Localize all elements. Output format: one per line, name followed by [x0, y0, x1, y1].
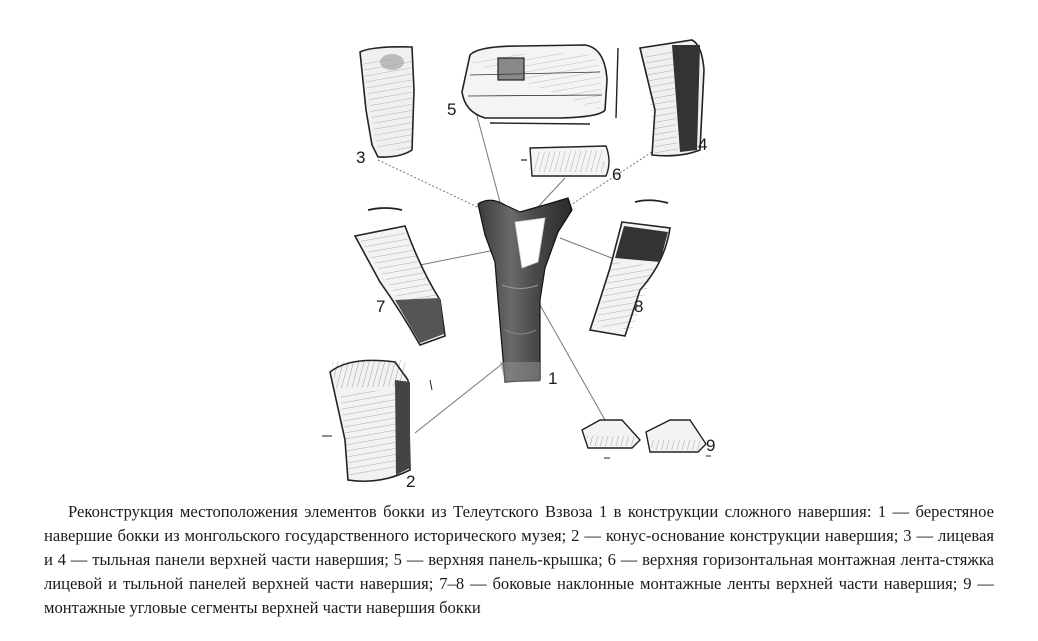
label-3: 3	[356, 148, 366, 167]
label-9: 9	[706, 436, 716, 455]
label-7: 7	[376, 297, 386, 316]
label-6: 6	[612, 165, 622, 184]
top-cap-panel-item-5	[462, 45, 618, 124]
back-panel-item-4	[640, 40, 704, 156]
corner-segments-item-9	[582, 420, 711, 458]
label-2: 2	[406, 472, 416, 491]
left-inclined-band-item-7	[355, 208, 445, 345]
figure-caption: Реконструкция местоположения элементов бокки из Телеутского Взвоза 1 в конструкции сложного навершия: 1 — берестяное навершие бокки из монгольского государственного исторического музея; 2 — конус-основание конструкции навершия; 3 — лицевая и 4 — тыльная панели верхней части навершия; 5 — верхняя панель-крышка; 6 — верхняя горизонтальная монтажная лента-стяжка лицевой и тыльной панелей верхней части навершия; 7–8 — боковые наклонные монтажные ленты верхней части навершия; 9 — монтажные угловые сегменты верхней части навершия бокки	[44, 502, 994, 617]
label-4: 4	[698, 135, 708, 154]
label-1: 1	[548, 369, 558, 388]
front-panel-item-3	[360, 47, 414, 157]
right-inclined-band-item-8	[590, 200, 670, 336]
birch-bark-top-item-1	[478, 198, 572, 382]
cone-base-item-2	[322, 360, 432, 481]
horizontal-band-item-6	[521, 146, 609, 176]
label-8: 8	[634, 297, 644, 316]
label-5: 5	[447, 100, 457, 119]
